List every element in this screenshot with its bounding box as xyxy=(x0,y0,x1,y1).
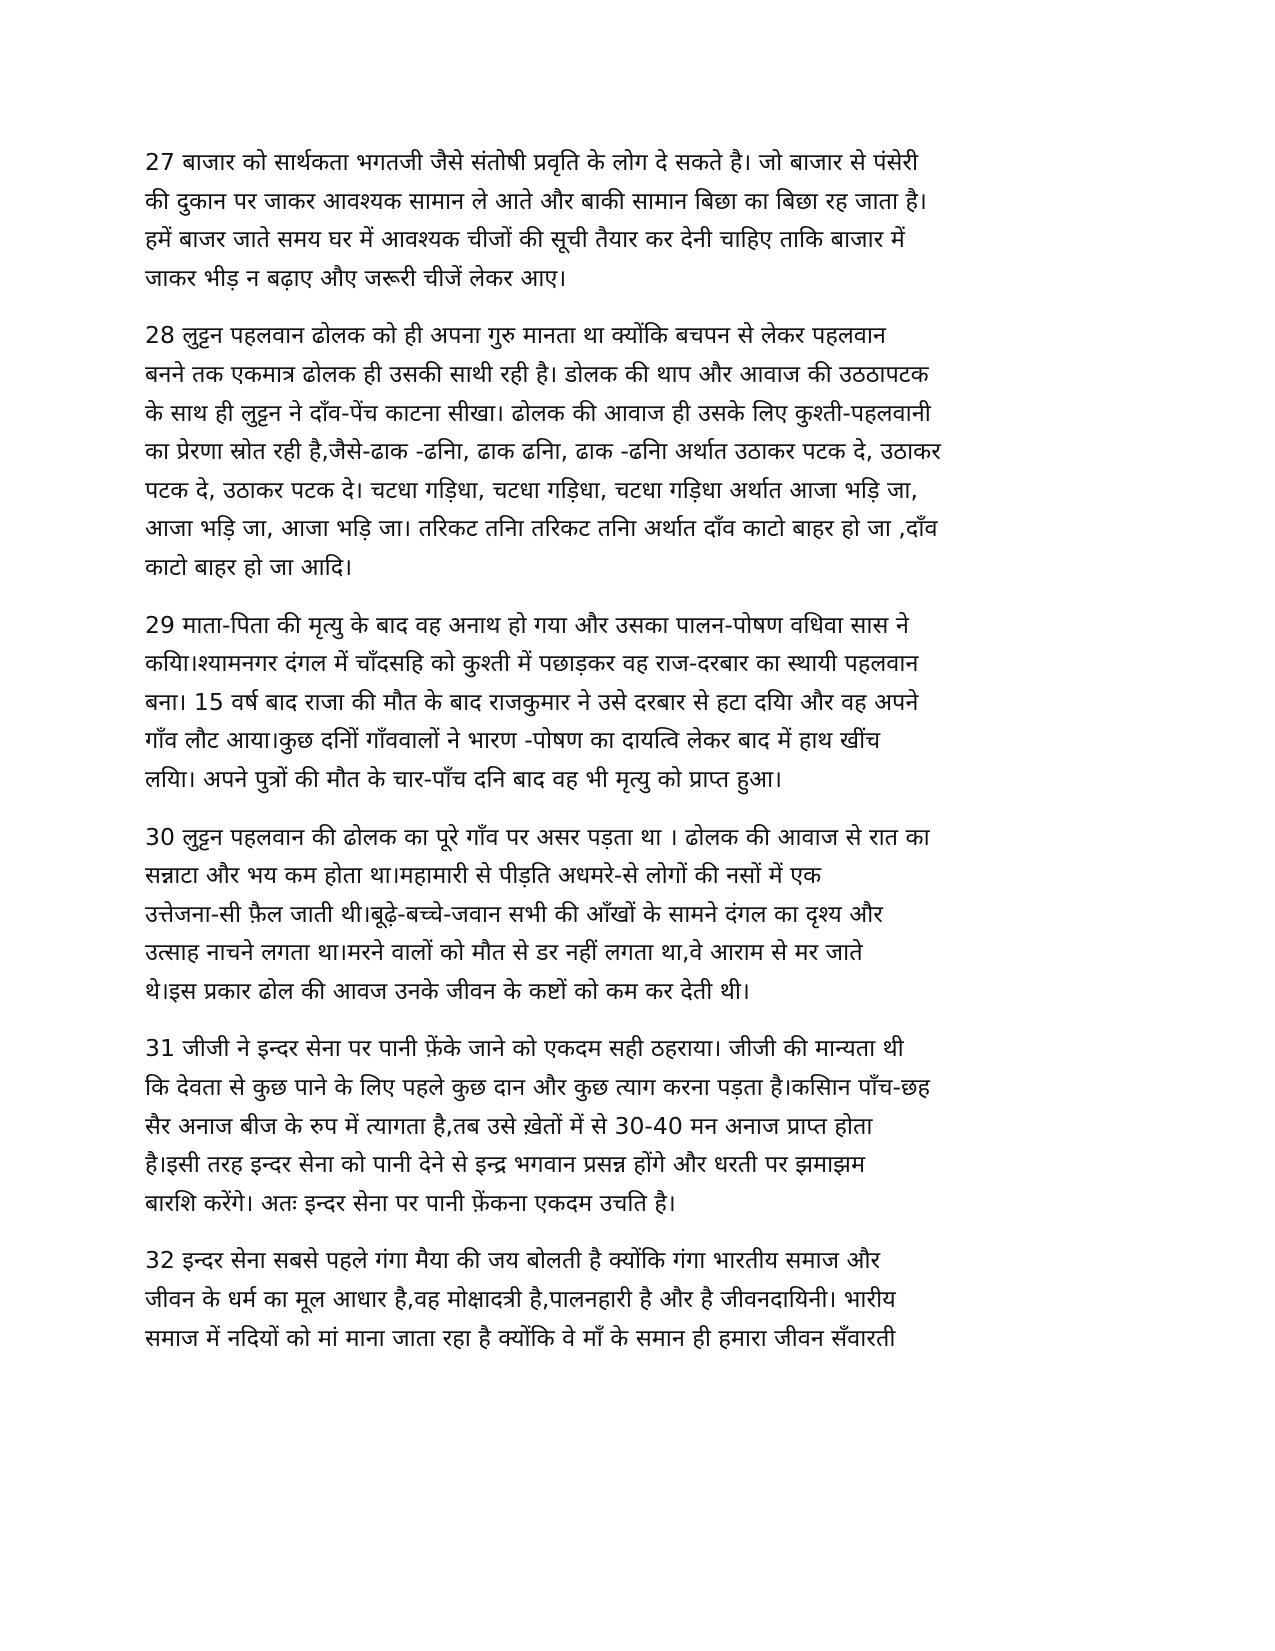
text-line: 31 जीजी ने इन्दर सेना पर पानी फ़ेंके जाने को एकदम सही ठहराया। जीजी की मान्यता थी xyxy=(145,1034,904,1063)
paragraph-29 xyxy=(145,606,1140,799)
paragraph-30 xyxy=(145,818,1140,1011)
text-line: आजा भड़ि जा, आजा भड़ि जा। तरिकट तनिा तरिकट तनिा अर्थात दाँव काटो बाहर हो जा ,दाँव xyxy=(145,514,938,543)
text-line: सैर अनाज बीज के रुप में त्यागता है,तब उसे ख़ेतों में से 30-40 मन अनाज प्राप्त होता xyxy=(145,1111,873,1140)
text-line: सन्नाटा और भय कम होता था।महामारी से पीड़ति अधमरे-से लोगों की नसों में एक xyxy=(145,861,822,890)
text-line: 30 लुट्टन पहलवान की ढोलक का पूरे गाँव पर असर पड़ता था । ढोलक की आवाज से रात का xyxy=(145,822,930,851)
text-line: कि देवता से कुछ पाने के लिए पहले कुछ दान और कुछ त्याग करना पड़ता है।कसािन पाँच-छह xyxy=(145,1073,930,1102)
paragraph-31 xyxy=(145,1029,1140,1222)
text-line: 27 बाजार को सार्थकता भगतजी जैसे संतोषी प्रवृति के लोग दे सकते है। जो बाजार से पंसेरी xyxy=(145,148,919,176)
text-line: की दुकान पर जाकर आवश्यक सामान ले आते और बाकी सामान बिछा का बिछा रह जाता है। xyxy=(145,186,927,215)
text-line: बना। 15 वर्ष बाद राजा की मौत के बाद राजकुमार ने उसे दरबार से हटा दयाि और वह अपने xyxy=(145,687,919,716)
text-line: लयाि। अपने पुत्रों की मौत के चार-पाँच दनि बाद वह भी मृत्यु को प्राप्त हुआ। xyxy=(145,764,783,793)
text-line: जीवन के धर्म का मूल आधार है,वह मोक्षादत्री है,पालनहारी है और है जीवनदायिनी। भारीय xyxy=(145,1285,896,1314)
text-line: समाज में नदियों को मां माना जाता रहा है क्योंकि वे माँ के समान ही हमारा जीवन सँवारती xyxy=(145,1323,896,1352)
text-line: 29 माता-पिता की मृत्यु के बाद वह अनाथ हो गया और उसका पालन-पोषण वधिवा सास ने xyxy=(145,610,909,639)
text-line: गाँव लौट आया।कुछ दनिों गाँववालों ने भारण -पोषण का दायत्वि लेकर बाद में हाथ खींच xyxy=(145,726,881,755)
text-line: है।इसी तरह इन्दर सेना को पानी देने से इन्द्र भगवान प्रसन्न होंगे और धरती पर झमाझम xyxy=(145,1150,865,1179)
paragraph-32 xyxy=(145,1241,1140,1357)
text-line: काटो बाहर हो जा आदि। xyxy=(145,552,353,581)
text-line: बनने तक एकमात्र ढोलक ही उसकी साथी रही है। डोलक की थाप और आवाज की उठठापटक xyxy=(145,359,929,388)
text-line: उत्साह नाचने लगता था।मरने वालों को मौत से डर नहीं लगता था,वे आराम से मर जाते xyxy=(145,938,863,967)
paragraph-27 xyxy=(145,143,1140,297)
text-line: का प्रेरणा स्रोत रही है,जैसे-ढाक -ढनिा, ढाक ढनिा, ढाक -ढनिा अर्थात उठाकर पटक दे, उठाकर xyxy=(145,437,941,466)
text-line: 32 इन्दर सेना सबसे पहले गंगा मैया की जय बोलती है क्योंकि गंगा भारतीय समाज और xyxy=(145,1246,881,1275)
text-line: 28 लुट्टन पहलवान ढोलक को ही अपना गुरु मानता था क्योंकि बचपन से लेकर पहलवान xyxy=(145,321,886,350)
text-line: पटक दे, उठाकर पटक दे। चटधा गड़िधा, चटधा गड़िधा, चटधा गड़िधा अर्थात आजा भड़ि जा, xyxy=(145,475,918,504)
text-line: जाकर भीड़ न बढ़ाए औए जरूरी चीजें लेकर आए। xyxy=(145,263,567,292)
text-line: उत्तेजना-सी फ़ैल जाती थी।बूढ़े-बच्चे-जवान सभी की आँखों के सामने दंगल का दृश्य और xyxy=(145,899,883,928)
text-line: हमें बाजर जाते समय घर में आवश्यक चीजों की सूची तैयार कर देनी चाहिए ताकि बाजार में xyxy=(145,225,905,254)
text-line: थे।इस प्रकार ढोल की आवज उनके जीवन के कष्टों को कम कर देती थी। xyxy=(145,976,750,1005)
text-line: बारशि करेंगे। अतः इन्दर सेना पर पानी फ़ेंकना एकदम उचति है। xyxy=(145,1188,676,1217)
paragraph-28 xyxy=(145,316,1140,586)
text-line: के साथ ही लुट्टन ने दाँव-पेंच काटना सीखा। ढोलक की आवाज ही उसके लिए कुश्ती-पहलवानी xyxy=(145,398,931,427)
document-body xyxy=(145,143,1140,1376)
text-line: कयाि।श्यामनगर दंगल में चाँदसहि को कुश्ती में पछाड़कर वह राज-दरबार का स्थायी पहलवान xyxy=(145,649,919,678)
